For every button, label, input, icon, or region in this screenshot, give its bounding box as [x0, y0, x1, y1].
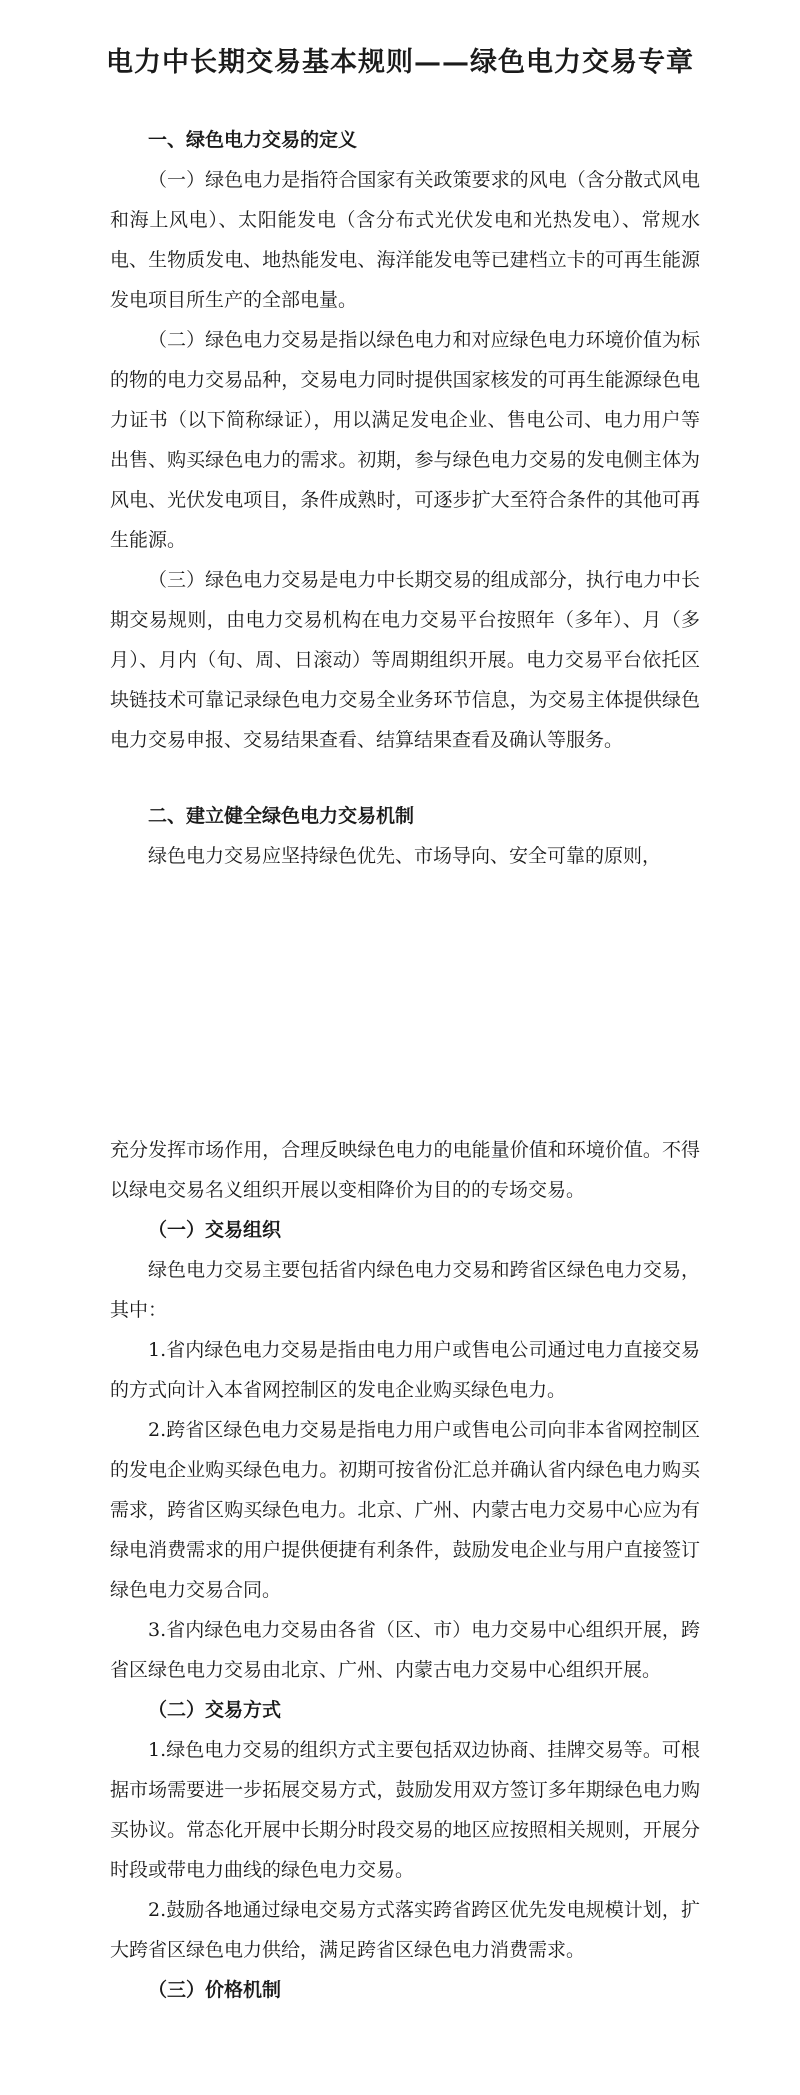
subheading-trading-organization: （一）交易组织 — [148, 1219, 282, 1241]
paragraph-green-power-definition: （一）绿色电力是指符合国家有关政策要求的风电（含分散式风电和海上风电）、太阳能发电（含分布式光伏发电和光热发电）、常规水电、生物质发电、地热能发电、海洋能发电等已建档立卡的可再生能源发电项目所生产的全部电量。 — [110, 169, 700, 311]
list-item-cross-region-priority: 2.鼓励各地通过绿电交易方式落实跨省跨区优先发电规模计划，扩大跨省区绿色电力供给，满足跨省区绿色电力消费需求。 — [110, 1899, 700, 1961]
paragraph-green-power-trading-definition: （二）绿色电力交易是指以绿色电力和对应绿色电力环境价值为标的物的电力交易品种，交易电力同时提供国家核发的可再生能源绿色电力证书（以下简称绿证），用以满足发电企业、售电公司、电力用户等出售、购买绿色电力的需求。初期，参与绿色电力交易的发电侧主体为风电、光伏发电项目，条件成熟时，可逐步扩大至符合条件的其他可再生能源。 — [110, 329, 700, 551]
paragraph-mechanism-intro-line2: 充分发挥市场作用，合理反映绿色电力的电能量价值和环境价值。不得以绿电交易名义组织开展以变相降价为目的的专场交易。 — [110, 1139, 700, 1201]
list-item-provincial-trading: 1.省内绿色电力交易是指由电力用户或售电公司通过电力直接交易的方式向计入本省网控制区的发电企业购买绿色电力。 — [110, 1339, 700, 1401]
section-heading-mechanism: 二、建立健全绿色电力交易机制 — [148, 805, 415, 827]
list-item-trading-centers: 3.省内绿色电力交易由各省（区、市）电力交易中心组织开展，跨省区绿色电力交易由北京、广州、内蒙古电力交易中心组织开展。 — [110, 1619, 700, 1681]
subheading-trading-methods: （二）交易方式 — [148, 1699, 282, 1721]
list-item-cross-provincial-trading: 2.跨省区绿色电力交易是指电力用户或售电公司向非本省网控制区的发电企业购买绿色电力。初期可按省份汇总并确认省内绿色电力购买需求，跨省区购买绿色电力。北京、广州、内蒙古电力交易中心应为有绿电消费需求的用户提供便捷有利条件，鼓励发电企业与用户直接签订绿色电力交易合同。 — [110, 1419, 700, 1601]
paragraph-mechanism-intro-line1: 绿色电力交易应坚持绿色优先、市场导向、安全可靠的原则， — [148, 845, 662, 867]
section-heading-definition: 一、绿色电力交易的定义 — [148, 129, 358, 151]
paragraph-mid-long-term-trading: （三）绿色电力交易是电力中长期交易的组成部分，执行电力中长期交易规则，由电力交易机构在电力交易平台按照年（多年）、月（多月）、月内（旬、周、日滚动）等周期组织开展。电力交易平台依托区块链技术可靠记录绿色电力交易全业务环节信息，为交易主体提供绿色电力交易申报、交易结果查看、结算结果查看及确认等服务。 — [110, 569, 700, 751]
list-item-organization-methods: 1.绿色电力交易的组织方式主要包括双边协商、挂牌交易等。可根据市场需要进一步拓展交易方式，鼓励发用双方签订多年期绿色电力购买协议。常态化开展中长期分时段交易的地区应按照相关规则，开展分时段或带电力曲线的绿色电力交易。 — [110, 1739, 700, 1881]
subheading-price-mechanism: （三）价格机制 — [148, 1979, 282, 2001]
document-title: 电力中长期交易基本规则——绿色电力交易专章 — [106, 47, 694, 78]
paragraph-trading-organization-intro: 绿色电力交易主要包括省内绿色电力交易和跨省区绿色电力交易，其中： — [110, 1259, 700, 1321]
